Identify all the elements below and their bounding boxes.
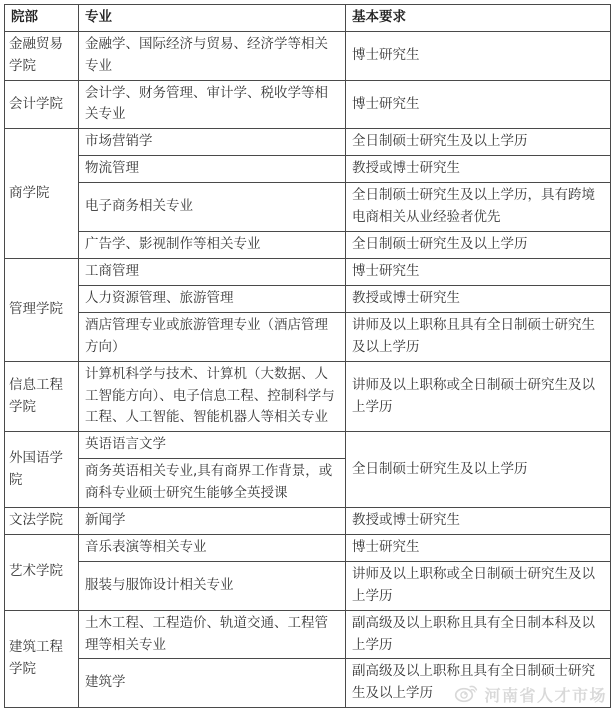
major-cell: 土木工程、工程造价、轨道交通、工程管理等相关专业 [79,610,346,659]
major-cell: 服装与服饰设计相关专业 [79,562,346,611]
recruitment-requirements-table [4,4,611,708]
requirement-cell: 教授或博士研究生 [346,508,611,535]
table-row [5,129,611,156]
table-row [5,286,611,313]
table-row [5,659,611,708]
requirement-cell: 教授或博士研究生 [346,286,611,313]
table-row [5,80,611,129]
major-cell: 市场营销学 [79,129,346,156]
table-row [5,31,611,80]
department-cell: 文法学院 [5,508,79,535]
department-cell: 艺术学院 [5,535,79,611]
requirement-cell: 全日制硕士研究生及以上学历 [346,232,611,259]
major-cell: 金融学、国际经济与贸易、经济学等相关专业 [79,31,346,80]
requirement-cell: 博士研究生 [346,259,611,286]
requirement-cell: 副高级及以上职称且具有全日制硕士研究生及以上学历 [346,659,611,708]
requirement-cell: 讲师及以上职称或全日制硕士研究生及以上学历 [346,361,611,432]
major-cell: 广告学、影视制作等相关专业 [79,232,346,259]
table-row [5,259,611,286]
table-row [5,610,611,659]
table-row [5,313,611,362]
department-cell: 外国语学院 [5,432,79,508]
major-cell: 新闻学 [79,508,346,535]
table-row [5,508,611,535]
department-cell: 信息工程学院 [5,361,79,432]
table-row [5,183,611,232]
table-body [5,31,611,707]
header-row [5,5,611,32]
header-requirement: 基本要求 [346,5,611,32]
requirement-cell: 教授或博士研究生 [346,156,611,183]
requirement-cell: 副高级及以上职称且具有全日制本科及以上学历 [346,610,611,659]
department-cell: 商学院 [5,129,79,259]
table-row [5,562,611,611]
major-cell: 计算机科学与技术、计算机（大数据、人工智能方向）、电子信息工程、控制科学与工程、人工智能、智能机器人等相关专业 [79,361,346,432]
major-cell: 会计学、财务管理、审计学、税收学等相关专业 [79,80,346,129]
requirement-cell: 博士研究生 [346,31,611,80]
table-row [5,432,611,459]
requirement-cell: 讲师及以上职称且具有全日制硕士研究生及以上学历 [346,313,611,362]
major-cell: 建筑学 [79,659,346,708]
major-cell: 电子商务相关专业 [79,183,346,232]
watermark-text: 河南省人才市场 [484,685,607,705]
table-row [5,156,611,183]
department-cell: 金融贸易学院 [5,31,79,80]
table-row [5,535,611,562]
department-cell: 建筑工程学院 [5,610,79,707]
major-cell: 人力资源管理、旅游管理 [79,286,346,313]
header-major: 专业 [79,5,346,32]
requirement-cell: 博士研究生 [346,535,611,562]
requirement-cell: 讲师及以上职称或全日制硕士研究生及以上学历 [346,562,611,611]
department-cell: 会计学院 [5,80,79,129]
major-cell: 音乐表演等相关专业 [79,535,346,562]
major-cell: 物流管理 [79,156,346,183]
major-cell: 英语语言文学 [79,432,346,459]
requirement-cell: 全日制硕士研究生及以上学历 [346,432,611,508]
department-cell: 管理学院 [5,259,79,362]
requirement-cell: 博士研究生 [346,80,611,129]
major-cell: 酒店管理专业或旅游管理专业（酒店管理方向） [79,313,346,362]
requirement-cell: 全日制硕士研究生及以上学历，具有跨境电商相关从业经验者优先 [346,183,611,232]
table-row [5,361,611,432]
table-row [5,232,611,259]
header-department: 院部 [5,5,79,32]
major-cell: 商务英语相关专业,具有商界工作背景，或商科专业硕士研究生能够全英授课 [79,459,346,508]
major-cell: 工商管理 [79,259,346,286]
requirement-cell: 全日制硕士研究生及以上学历 [346,129,611,156]
